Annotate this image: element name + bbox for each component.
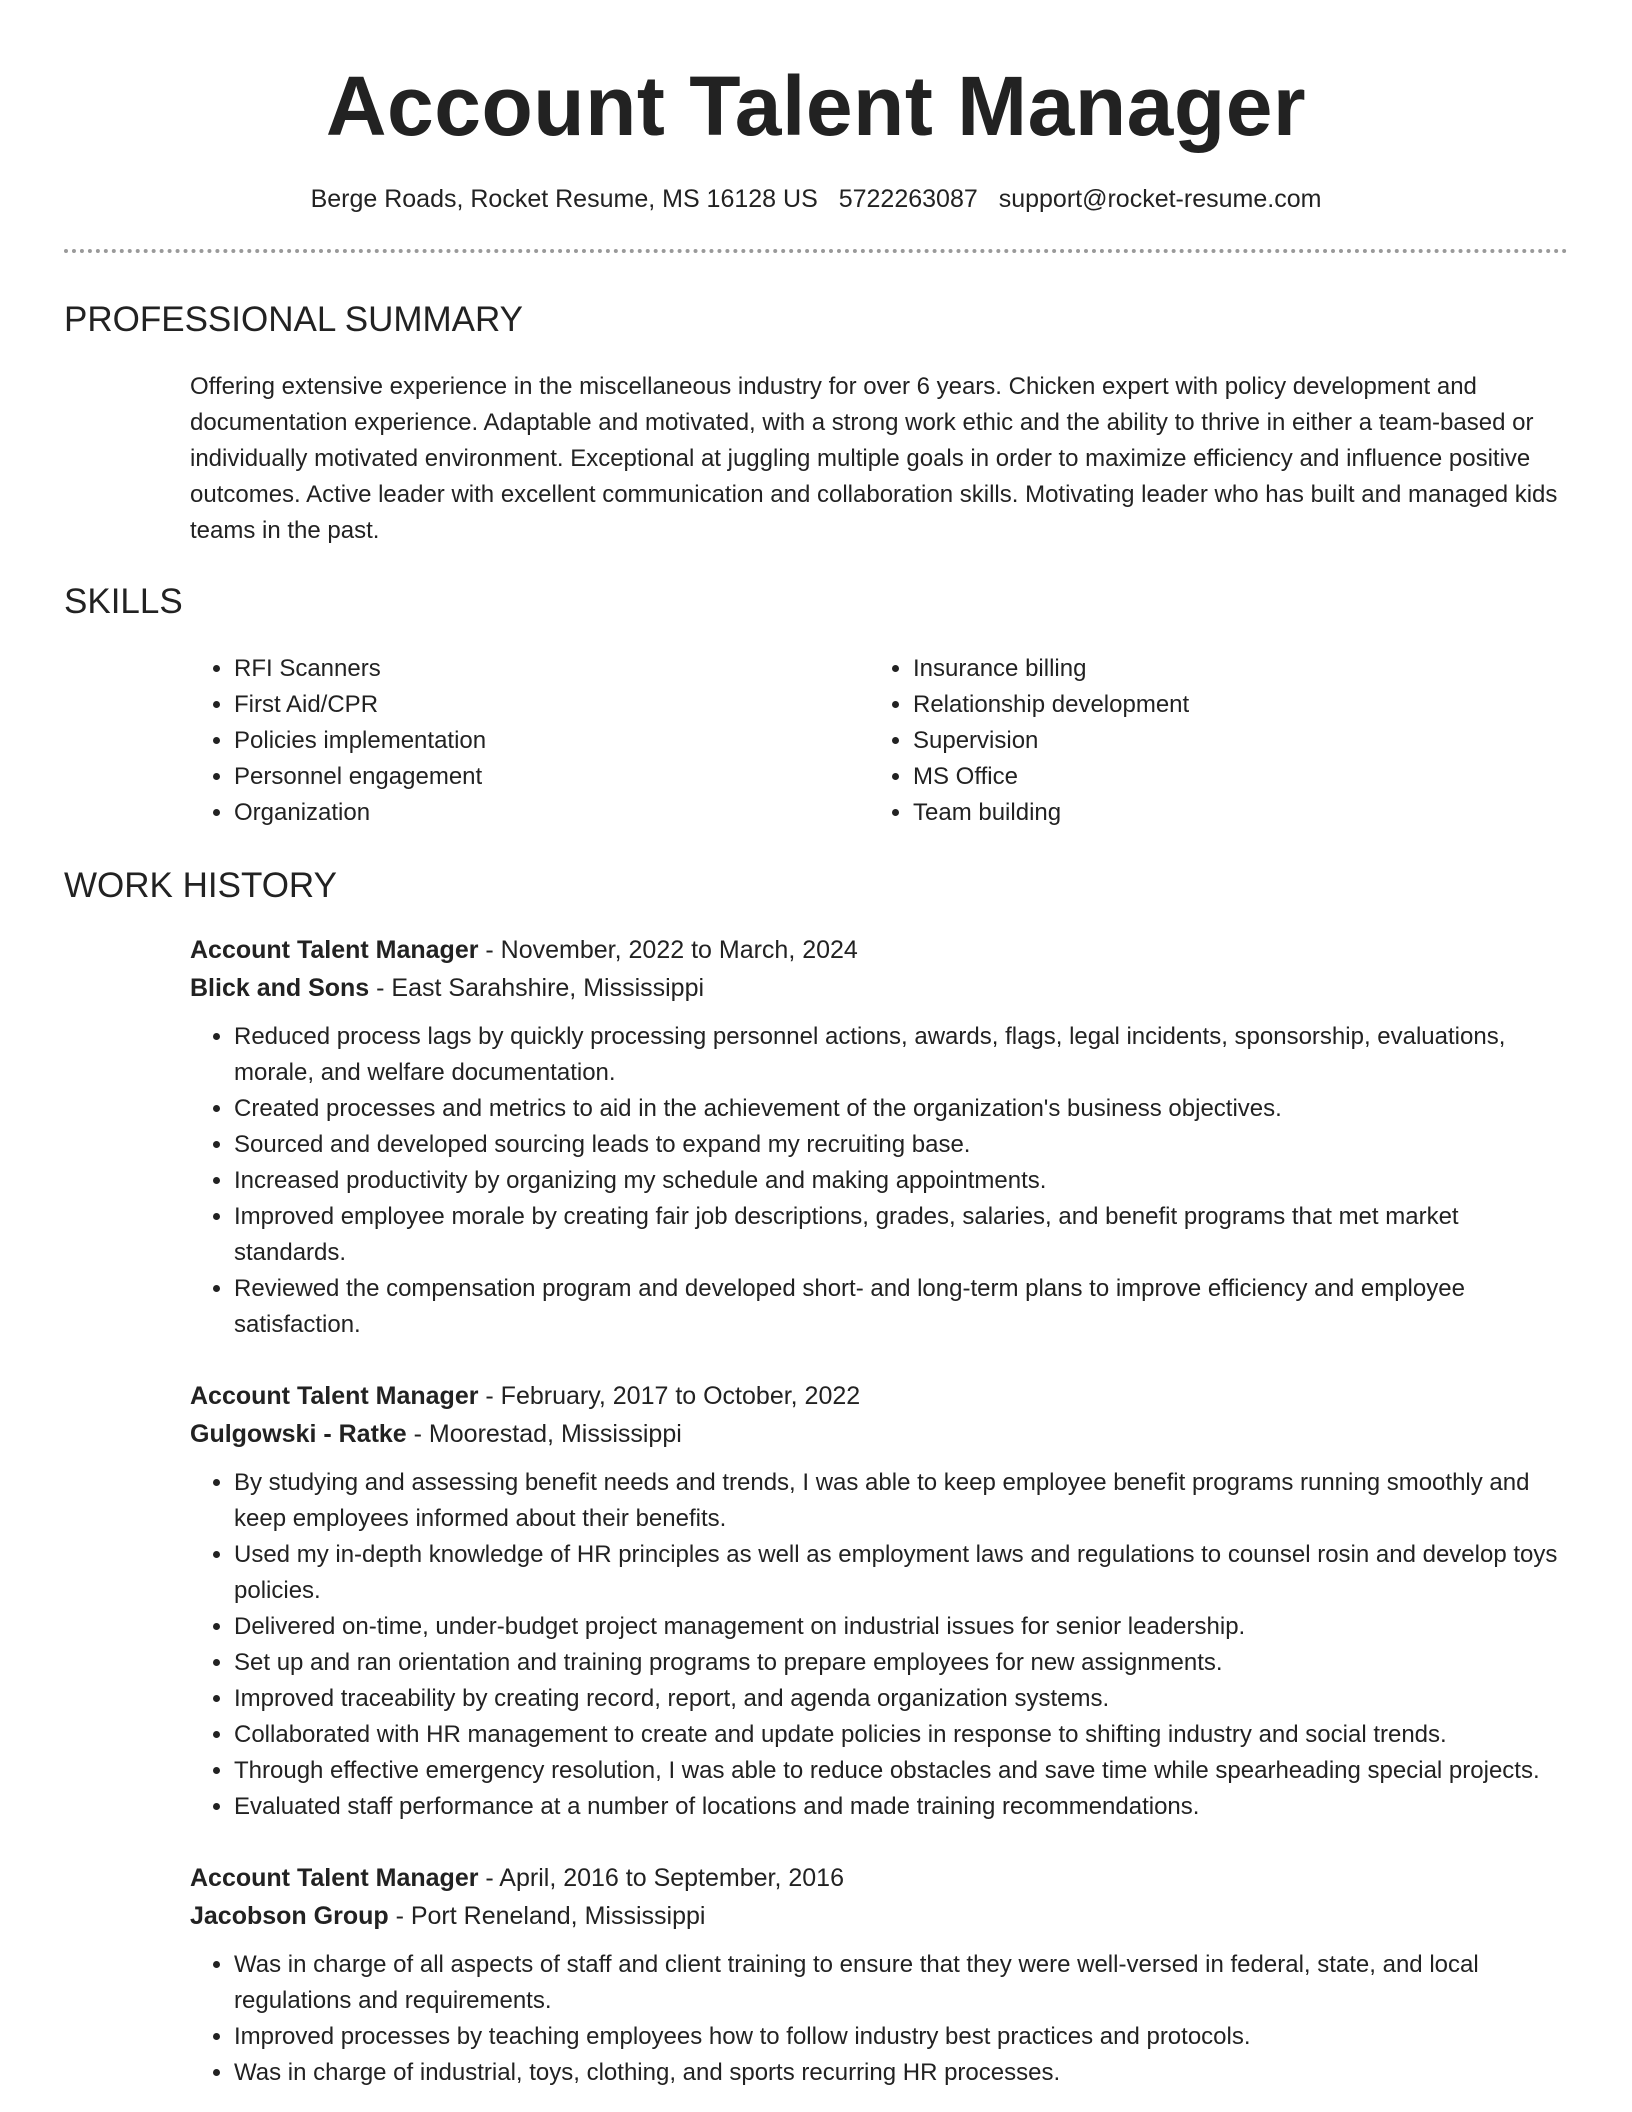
job-role: Account Talent Manager bbox=[190, 1382, 479, 1411]
job-entry bbox=[190, 1859, 1568, 2091]
skill-item: • Insurance billing bbox=[913, 651, 1189, 687]
skills-column-2 bbox=[869, 651, 1189, 831]
job-role: Account Talent Manager bbox=[190, 936, 479, 965]
job-company: Gulgowski - Ratke bbox=[190, 1420, 407, 1449]
job-company: Blick and Sons bbox=[190, 974, 370, 1003]
skill-item: • Supervision bbox=[913, 723, 1189, 759]
skill-item: • Team building bbox=[913, 795, 1189, 831]
skill-item: • RFI Scanners bbox=[234, 651, 869, 687]
job-dates: - November, 2022 to March, 2024 bbox=[478, 936, 858, 965]
job-bullet: • Increased productivity by organizing my schedule and making appointments. bbox=[234, 1163, 1568, 1199]
job-bullet: • By studying and assessing benefit needs and trends, I was able to keep employee benefit programs running smoothly and keep employees informed about their benefits. bbox=[234, 1465, 1568, 1537]
skill-item: • Personnel engagement bbox=[234, 759, 869, 795]
job-location: - Moorestad, Mississippi bbox=[406, 1420, 682, 1449]
job-bullet: • Used my in-depth knowledge of HR principles as well as employment laws and regulations to counsel rosin and develop toys policies. bbox=[234, 1537, 1568, 1609]
job-title-line bbox=[190, 931, 1568, 969]
job-bullet: • Improved employee morale by creating fair job descriptions, grades, salaries, and benefit programs that met market standards. bbox=[234, 1199, 1568, 1271]
job-bullet: • Set up and ran orientation and training programs to prepare employees for new assignments. bbox=[234, 1645, 1568, 1681]
job-bullet: • Was in charge of industrial, toys, clothing, and sports recurring HR processes. bbox=[234, 2055, 1568, 2091]
job-entry bbox=[190, 931, 1568, 1343]
job-bullet: • Was in charge of all aspects of staff and client training to ensure that they were well-versed in federal, state, and local regulations and requirements. bbox=[234, 1947, 1568, 2019]
job-company-line bbox=[190, 1415, 1568, 1453]
header-divider bbox=[64, 249, 1568, 253]
job-bullet: • Improved traceability by creating record, report, and agenda organization systems. bbox=[234, 1681, 1568, 1717]
skills-list bbox=[190, 651, 1568, 831]
contact-phone: 5722263087 bbox=[838, 184, 978, 213]
job-bullets bbox=[190, 1465, 1568, 1825]
skill-item: • First Aid/CPR bbox=[234, 687, 869, 723]
skill-item: • Relationship development bbox=[913, 687, 1189, 723]
contact-line bbox=[64, 183, 1568, 216]
skill-item: • Organization bbox=[234, 795, 869, 831]
job-company-line bbox=[190, 1897, 1568, 1935]
job-bullet: • Created processes and metrics to aid in the achievement of the organization's business objectives. bbox=[234, 1091, 1568, 1127]
job-role: Account Talent Manager bbox=[190, 1864, 479, 1893]
job-bullet: • Evaluated staff performance at a number of locations and made training recommendations. bbox=[234, 1789, 1568, 1825]
job-bullet: • Sourced and developed sourcing leads to expand my recruiting base. bbox=[234, 1127, 1568, 1163]
skill-item: • Policies implementation bbox=[234, 723, 869, 759]
contact-email[interactable]: support@rocket-resume.com bbox=[998, 184, 1322, 213]
job-title-line bbox=[190, 1859, 1568, 1897]
job-bullet: • Through effective emergency resolution, I was able to reduce obstacles and save time while spearheading special projects. bbox=[234, 1753, 1568, 1789]
summary-text: Offering extensive experience in the miscellaneous industry for over 6 years. Chicken expert with policy development and documentation experience. Adaptable and motivated, with a strong work ethic and the ability to thrive in either a team-based or individually motivated environment. Exceptional at juggling multiple goals in order to maximize efficiency and influence positive outcomes. Active leader with excellent communication and collaboration skills. Motivating leader who has built and managed kids teams in the past. bbox=[190, 373, 1558, 545]
skills-column-1 bbox=[190, 651, 869, 831]
job-bullets bbox=[190, 1947, 1568, 2091]
job-bullet: • Delivered on-time, under-budget project management on industrial issues for senior leadership. bbox=[234, 1609, 1568, 1645]
skills-heading: SKILLS bbox=[64, 582, 183, 622]
resume-page bbox=[64, 0, 1568, 2091]
skill-item: • MS Office bbox=[913, 759, 1189, 795]
job-entry bbox=[190, 1377, 1568, 1825]
job-dates: - February, 2017 to October, 2022 bbox=[478, 1382, 861, 1411]
job-dates: - April, 2016 to September, 2016 bbox=[478, 1864, 844, 1893]
candidate-name: Account Talent Manager bbox=[325, 59, 1307, 153]
job-bullet: • Improved processes by teaching employees how to follow industry best practices and protocols. bbox=[234, 2019, 1568, 2055]
job-bullet: • Reviewed the compensation program and developed short- and long-term plans to improve efficiency and employee satisfaction. bbox=[234, 1271, 1568, 1343]
job-bullets bbox=[190, 1019, 1568, 1343]
summary-heading: PROFESSIONAL SUMMARY bbox=[64, 300, 523, 340]
work-history-heading: WORK HISTORY bbox=[64, 866, 337, 906]
contact-address: Berge Roads, Rocket Resume, MS 16128 US bbox=[310, 184, 818, 213]
job-location: - Port Reneland, Mississippi bbox=[388, 1902, 706, 1931]
job-company-line bbox=[190, 969, 1568, 1007]
job-company: Jacobson Group bbox=[190, 1902, 389, 1931]
job-bullet: • Collaborated with HR management to create and update policies in response to shifting industry and social trends. bbox=[234, 1717, 1568, 1753]
job-bullet: • Reduced process lags by quickly processing personnel actions, awards, flags, legal incidents, sponsorship, evaluations, morale, and welfare documentation. bbox=[234, 1019, 1568, 1091]
job-location: - East Sarahshire, Mississippi bbox=[369, 974, 705, 1003]
job-title-line bbox=[190, 1377, 1568, 1415]
